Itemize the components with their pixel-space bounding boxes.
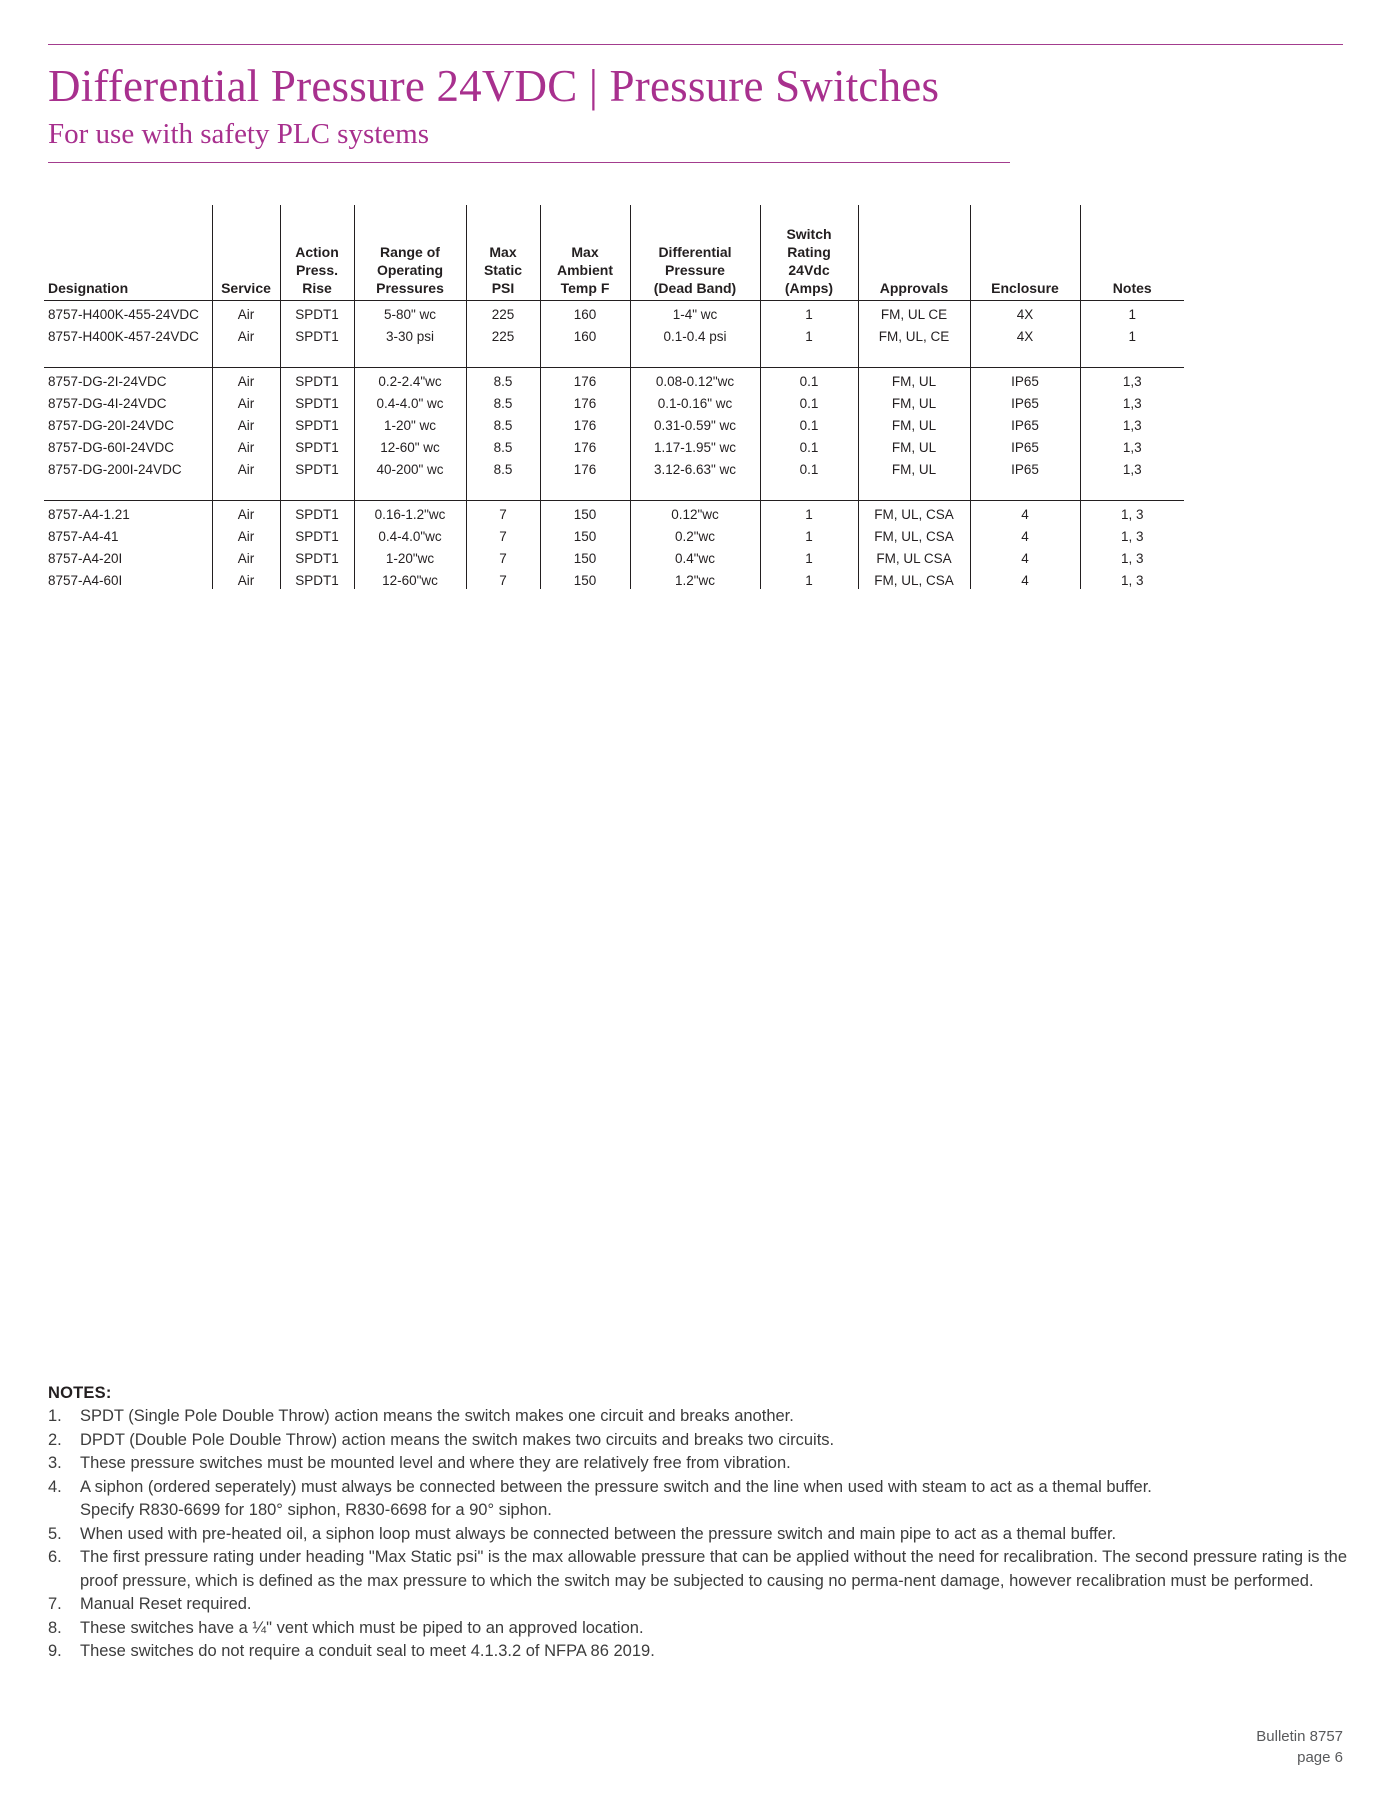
table-row [44,368,1184,391]
note-number: 6. [48,1548,62,1566]
spacer-cell [466,345,540,368]
cell-value: 8.5 [466,412,540,434]
cell-value: 0.16-1.2"wc [354,501,466,524]
cell-value: 1,3 [1080,368,1184,391]
table-group-spacer [44,345,1184,368]
cell-value: SPDT1 [280,434,354,456]
cell-value: 4 [970,523,1080,545]
cell-value: 225 [466,323,540,345]
cell-value: 0.1 [760,456,858,478]
cell-designation: 8757-DG-4I-24VDC [48,396,167,411]
spacer-cell [354,345,466,368]
cell-value: Air [212,323,280,345]
cell-value: Air [212,412,280,434]
cell-value: Air [212,523,280,545]
cell-value: 8.5 [466,434,540,456]
cell-value: 1,3 [1080,412,1184,434]
cell-value: SPDT1 [280,456,354,478]
cell-value: 12-60" wc [354,434,466,456]
note-item [48,1452,1348,1476]
cell-value: 3-30 psi [354,323,466,345]
cell-value: 1, 3 [1080,567,1184,589]
cell-value: 0.4-4.0" wc [354,390,466,412]
cell-value: 1 [760,567,858,589]
header-line-4: Designation [48,280,129,296]
cell-value: SPDT1 [280,523,354,545]
cell-value: 8.5 [466,390,540,412]
header-line-2: Max [571,244,599,260]
cell-value: 1.17-1.95" wc [630,434,760,456]
column-header-max-static-psi [466,205,540,301]
spacer-cell [212,345,280,368]
header-line-4: Approvals [879,280,949,296]
note-text: The first pressure rating under heading "Max Static psi" is the max allowable pressure that can be applied without the need for recalibration. The second pressure rating is the proof pressure, which is defined as the max pressure to which the switch may be subjected to causing no perma-nent damage, however recalibration must be performed. [80,1548,1348,1590]
note-text: SPDT (Single Pole Double Throw) action means the switch makes one circuit and breaks another. [80,1407,794,1425]
spacer-cell [280,345,354,368]
table-head [44,205,1184,301]
cell-value: 4 [970,501,1080,524]
spacer-cell [1080,478,1184,501]
cell-value: 176 [540,390,630,412]
cell-designation: 8757-A4-20I [48,551,123,566]
specification-table [44,205,1184,589]
cell-value: 1 [760,301,858,324]
cell-value: FM, UL, CE [858,323,970,345]
cell-value: Air [212,390,280,412]
note-number: 9. [48,1642,62,1660]
top-divider-rule [48,44,1343,45]
table-row [44,456,1184,478]
table-row [44,567,1184,589]
cell-value: FM, UL CE [858,301,970,324]
notes-section [48,1384,1348,1664]
cell-value: SPDT1 [280,301,354,324]
cell-designation: 8757-H400K-457-24VDC [48,329,199,344]
cell-value: 0.12"wc [630,501,760,524]
cell-value: 225 [466,301,540,324]
cell-value: 7 [466,523,540,545]
cell-designation: 8757-DG-200I-24VDC [48,462,182,477]
cell-value: 7 [466,567,540,589]
cell-value: 1.2"wc [630,567,760,589]
table-row [44,301,1184,324]
spacer-cell [858,478,970,501]
cell-value: Air [212,501,280,524]
cell-value: 1 [760,323,858,345]
cell-value: 150 [540,567,630,589]
cell-value: SPDT1 [280,390,354,412]
cell-value: FM, UL [858,412,970,434]
header-line-3: Ambient [557,262,613,278]
cell-value: FM, UL [858,434,970,456]
cell-value: 0.1 [760,390,858,412]
cell-value: 1,3 [1080,434,1184,456]
cell-value: 1 [760,501,858,524]
column-header-switch-rating [760,205,858,301]
column-header-designation [44,205,212,301]
column-header-notes [1080,205,1184,301]
cell-value: Air [212,301,280,324]
cell-value: SPDT1 [280,412,354,434]
cell-value: 1, 3 [1080,523,1184,545]
cell-value: IP65 [970,368,1080,391]
cell-value: 1 [760,545,858,567]
cell-value: 1-20"wc [354,545,466,567]
table-header-row [44,205,1184,301]
cell-value: SPDT1 [280,545,354,567]
note-item [48,1593,1348,1617]
cell-value: 8.5 [466,456,540,478]
note-extra-text: Specify R830-6699 for 180° siphon, R830-6698 for a 90° siphon. [80,1501,552,1519]
column-header-service [212,205,280,301]
cell-value: 1,3 [1080,456,1184,478]
header-line-4: Temp F [560,280,610,296]
note-text: These pressure switches must be mounted level and where they are relatively free from vibration. [80,1454,791,1472]
header-line-4: Pressures [376,280,444,296]
specification-table-container [44,205,1184,589]
cell-value: Air [212,456,280,478]
spacer-cell [354,478,466,501]
cell-value: 0.1-0.16" wc [630,390,760,412]
cell-value: 8.5 [466,368,540,391]
spacer-cell [630,345,760,368]
cell-value: 4 [970,567,1080,589]
cell-value: FM, UL, CSA [858,567,970,589]
cell-value: 12-60"wc [354,567,466,589]
page-number-label: page 6 [1297,1749,1343,1766]
subtitle-divider-rule [48,162,1010,163]
cell-value: 1, 3 [1080,501,1184,524]
note-item [48,1523,1348,1547]
header-line-3: Operating [376,262,444,278]
cell-value: 7 [466,545,540,567]
page-header [48,60,1248,152]
header-line-4: Notes [1112,280,1152,296]
header-line-2: Action [295,244,339,260]
header-line-2: Differential [658,244,732,260]
note-number: 4. [48,1477,62,1496]
cell-value: 0.1-0.4 psi [630,323,760,345]
table-row [44,501,1184,524]
note-text: These switches have a ¼" vent which must be piped to an approved location. [80,1618,644,1637]
note-item [48,1405,1348,1429]
spacer-cell [630,478,760,501]
column-header-differential-pressure [630,205,760,301]
spacer-cell [466,478,540,501]
spacer-cell [44,478,212,501]
spacer-cell [760,345,858,368]
header-line-4: Service [221,280,271,296]
column-header-enclosure [970,205,1080,301]
cell-value: 150 [540,545,630,567]
cell-designation: 8757-H400K-455-24VDC [48,307,199,322]
cell-value: 160 [540,301,630,324]
header-line-1: Switch [786,226,832,242]
cell-value: FM, UL [858,390,970,412]
cell-value: 0.2"wc [630,523,760,545]
table-row [44,390,1184,412]
notes-list [48,1405,1348,1664]
note-text: These switches do not require a conduit seal to meet 4.1.3.2 of NFPA 86 2019. [80,1642,655,1660]
note-item [48,1640,1348,1664]
notes-heading: NOTES: [48,1384,112,1402]
cell-designation: 8757-A4-41 [48,529,119,544]
note-number: 3. [48,1454,62,1472]
cell-value: 5-80" wc [354,301,466,324]
note-text: Manual Reset required. [80,1595,252,1613]
header-line-2: Max [489,244,517,260]
header-line-4: (Amps) [784,280,834,296]
cell-value: 176 [540,368,630,391]
cell-value: Air [212,545,280,567]
spacer-cell [970,478,1080,501]
column-header-range-operating-pressures [354,205,466,301]
cell-value: 1, 3 [1080,545,1184,567]
cell-value: 150 [540,523,630,545]
note-number: 2. [48,1430,62,1449]
cell-value: 0.4-4.0"wc [354,523,466,545]
cell-value: 3.12-6.63" wc [630,456,760,478]
cell-value: 0.1 [760,412,858,434]
cell-designation: 8757-A4-60I [48,573,123,588]
table-group-spacer [44,478,1184,501]
column-header-action-press-rise [280,205,354,301]
cell-designation: 8757-A4-1.21 [44,501,212,524]
cell-value: FM, UL CSA [858,545,970,567]
table-row [44,412,1184,434]
spacer-cell [540,345,630,368]
table-row [44,323,1184,345]
header-line-4: Enclosure [991,280,1059,296]
page-footer [1256,1726,1343,1768]
cell-value: SPDT1 [280,567,354,589]
cell-value: 4X [970,323,1080,345]
cell-value: 4X [970,301,1080,324]
cell-value: 1 [1080,301,1184,324]
note-text: When used with pre-heated oil, a siphon loop must always be connected between the pressure switch and main pipe to act as a themal buffer. [80,1524,1117,1543]
cell-value: 0.08-0.12"wc [630,368,760,391]
cell-value: 160 [540,323,630,345]
spacer-cell [44,345,212,368]
cell-designation: 8757-DG-2I-24VDC [44,368,212,391]
table-body [44,301,1184,590]
note-number: 5. [48,1524,62,1543]
note-text: A siphon (ordered seperately) must always be connected between the pressure switch and the line when used with steam to act as a themal buffer. [80,1477,1152,1496]
cell-value: 176 [540,456,630,478]
table-row [44,545,1184,567]
note-number: 8. [48,1618,62,1637]
cell-value: 150 [540,501,630,524]
note-item [48,1546,1348,1593]
cell-value: 0.31-0.59" wc [630,412,760,434]
page-subtitle: For use with safety PLC systems [48,118,430,150]
table-row [44,523,1184,545]
cell-value: FM, UL [858,368,970,391]
cell-value: IP65 [970,456,1080,478]
header-line-3: 24Vdc [788,262,830,278]
note-item [48,1617,1348,1641]
cell-value: 0.2-2.4"wc [354,368,466,391]
cell-value: 0.1 [760,368,858,391]
spacer-cell [212,478,280,501]
note-number: 1. [48,1407,62,1425]
cell-value: 1,3 [1080,390,1184,412]
cell-value: FM, UL, CSA [858,501,970,524]
spacer-cell [858,345,970,368]
cell-value: FM, UL, CSA [858,523,970,545]
header-line-2: Rating [787,244,831,260]
spacer-cell [280,478,354,501]
cell-value: IP65 [970,412,1080,434]
cell-value: SPDT1 [280,501,354,524]
header-line-3: Static [483,262,523,278]
note-item [48,1476,1348,1523]
cell-designation: 8757-DG-20I-24VDC [48,418,175,433]
note-text: DPDT (Double Pole Double Throw) action means the switch makes two circuits and breaks two circuits. [80,1430,835,1449]
cell-value: Air [212,368,280,391]
cell-value: 1-4" wc [630,301,760,324]
cell-value: 0.4"wc [630,545,760,567]
header-line-4: (Dead Band) [653,280,737,296]
cell-value: 176 [540,434,630,456]
column-header-max-ambient-temp [540,205,630,301]
cell-value: 0.1 [760,434,858,456]
cell-value: 40-200" wc [354,456,466,478]
table-row [44,434,1184,456]
cell-value: IP65 [970,390,1080,412]
cell-value: 1 [760,523,858,545]
header-line-4: PSI [491,280,515,296]
header-line-3: Pressure [665,262,725,278]
bulletin-label: Bulletin 8757 [1256,1728,1343,1745]
cell-designation: 8757-DG-60I-24VDC [48,440,175,455]
cell-value: Air [212,434,280,456]
header-line-2: Range of [380,244,440,260]
column-header-approvals [858,205,970,301]
spacer-cell [760,478,858,501]
cell-value: Air [212,567,280,589]
cell-value: 7 [466,501,540,524]
header-line-4: Rise [302,280,332,296]
cell-value: 1-20" wc [354,412,466,434]
cell-value: IP65 [970,434,1080,456]
note-number: 7. [48,1595,62,1613]
cell-value: 176 [540,412,630,434]
cell-value: SPDT1 [280,368,354,391]
page-title: Differential Pressure 24VDC | Pressure Switches [48,61,940,111]
header-line-3: Press. [295,262,339,278]
spacer-cell [1080,345,1184,368]
cell-value: FM, UL [858,456,970,478]
spacer-cell [540,478,630,501]
cell-value: 1 [1080,323,1184,345]
cell-value: SPDT1 [280,323,354,345]
spacer-cell [970,345,1080,368]
note-item [48,1429,1348,1453]
cell-value: 4 [970,545,1080,567]
